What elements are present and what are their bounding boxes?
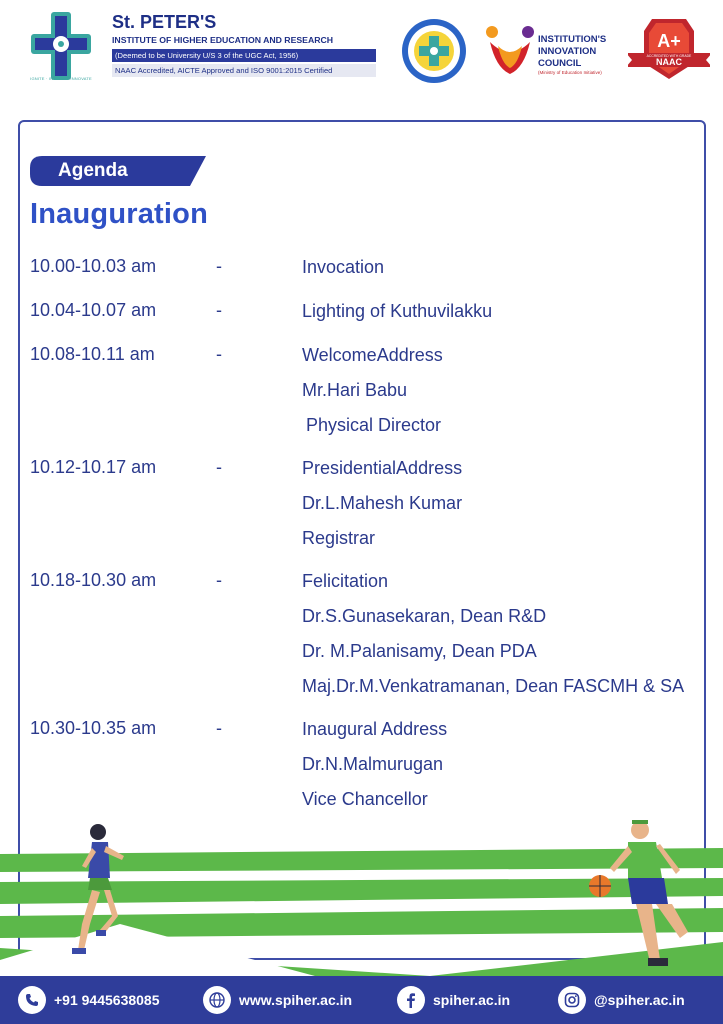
agenda-separator: -	[216, 300, 222, 320]
agenda-item-line: Dr.N.Malmurugan	[302, 754, 444, 774]
footer-website[interactable]	[203, 986, 352, 1014]
agenda-item-line: Dr.S.Gunasekaran, Dean R&D	[302, 606, 547, 626]
accreditation-status: NAAC Accredited, AICTE Approved and ISO 9001:2015 Certified	[112, 64, 376, 77]
agenda-separator: -	[216, 457, 222, 477]
facebook-icon	[397, 986, 425, 1014]
phone-icon	[18, 986, 46, 1014]
agenda-time: 10.18-10.30 am	[30, 570, 157, 590]
agenda-item-line: WelcomeAddress	[302, 345, 443, 365]
globe-icon	[203, 986, 231, 1014]
agenda-item-line: Mr.Hari Babu	[302, 380, 408, 400]
footer-facebook[interactable]	[397, 986, 510, 1014]
university-logo-icon	[29, 10, 93, 82]
iic-note: (Ministry of Education Initiative)	[538, 70, 602, 75]
agenda-item-line: Inaugural Address	[302, 719, 448, 739]
footer-bar	[0, 976, 723, 1024]
university-name: St. PETER'S	[112, 12, 217, 32]
agenda-item-line: Vice Chancellor	[302, 789, 428, 809]
agenda-item-line: Physical Director	[306, 415, 442, 435]
agenda-time: 10.08-10.11 am	[30, 344, 155, 364]
agenda-time: 10.04-10.07 am	[30, 300, 157, 320]
agenda-separator: -	[216, 570, 222, 590]
footer-phone-text: +91 9445638085	[54, 992, 160, 1008]
sports-field-illustration	[0, 820, 723, 980]
agenda-separator: -	[216, 344, 222, 364]
header	[0, 0, 723, 100]
agenda-time: 10.30-10.35 am	[30, 718, 157, 738]
naac-text: ACCREDITED WITH GRADE	[646, 54, 692, 58]
agenda-time: 10.12-10.17 am	[30, 457, 157, 477]
naac-grade: A+	[657, 31, 681, 51]
section-title: Inauguration	[30, 198, 209, 230]
logo-tagline: IGNITE · INSPIRE · INNOVATE	[30, 76, 92, 81]
iic-logo-icon	[484, 24, 536, 82]
agenda-item-line: Registrar	[302, 528, 376, 548]
agenda-time: 10.00-10.03 am	[30, 256, 157, 276]
iic-title: INSTITUTION'S INNOVATION COUNCIL	[538, 34, 607, 69]
agenda-item-line: Dr.L.Mahesh Kumar	[302, 493, 463, 513]
agenda-label: Agenda	[58, 160, 128, 181]
naac-badge-icon	[626, 17, 712, 83]
agenda-item-line: Invocation	[302, 257, 385, 277]
footer-instagram-text: @spiher.ac.in	[594, 992, 685, 1008]
footer-website-text: www.spiher.ac.in	[239, 992, 353, 1008]
agenda-item-line: Lighting of Kuthuvilakku	[302, 301, 493, 321]
footer-facebook-text: spiher.ac.in	[433, 992, 511, 1008]
instagram-icon	[558, 986, 586, 1014]
agenda-item-line: Dr. M.Palanisamy, Dean PDA	[302, 641, 537, 661]
agenda-separator: -	[216, 256, 222, 276]
iqac-seal-icon	[401, 18, 467, 84]
agenda-item-line: PresidentialAddress	[302, 458, 463, 478]
footer-instagram[interactable]	[558, 986, 685, 1014]
naac-label: NAAC	[656, 57, 682, 67]
deemed-status: (Deemed to be University U/S 3 of the UGC Act, 1956)	[112, 49, 376, 62]
agenda-separator: -	[216, 718, 222, 738]
agenda-item-line: Maj.Dr.M.Venkatramanan, Dean FASCMH & SA	[302, 676, 685, 696]
agenda-item-line: Felicitation	[302, 571, 389, 591]
footer-phone[interactable]	[18, 986, 160, 1014]
university-subtitle: INSTITUTE OF HIGHER EDUCATION AND RESEARCH	[112, 35, 334, 45]
